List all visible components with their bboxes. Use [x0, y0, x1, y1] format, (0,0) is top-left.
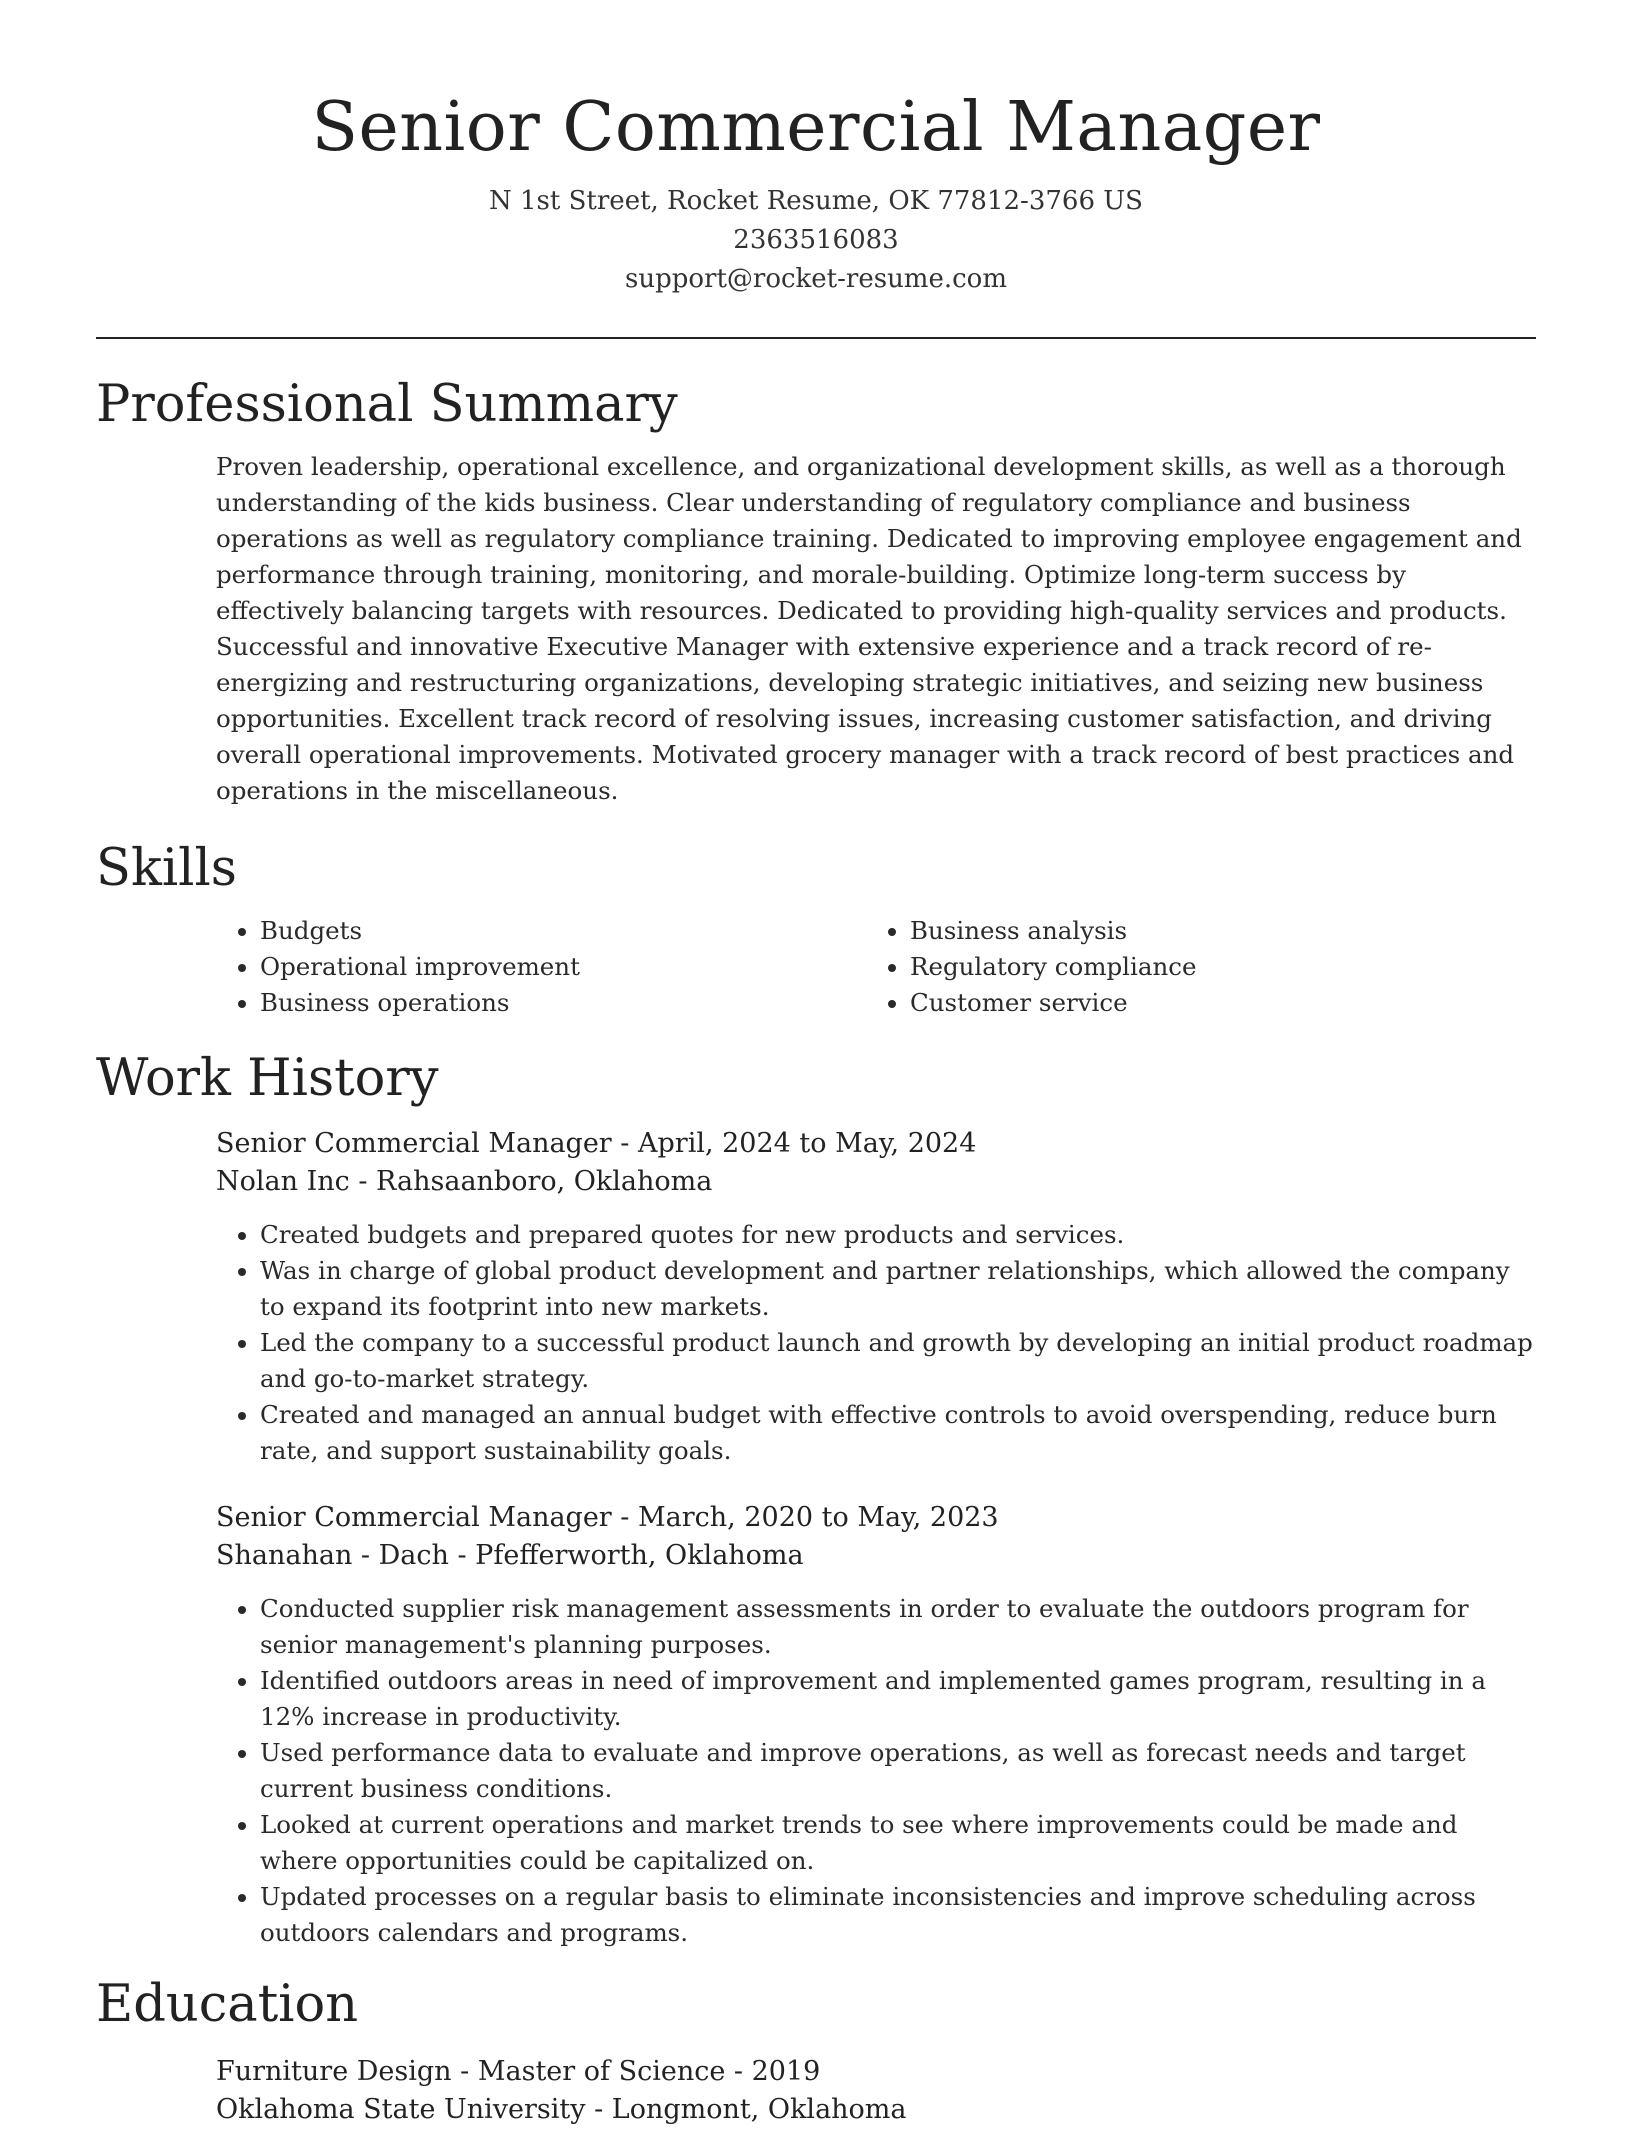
- work-history-section: [96, 1047, 1536, 1951]
- summary-title: Professional Summary: [96, 375, 678, 434]
- job-location: - Pfefferworth, Oklahoma: [448, 1540, 804, 1571]
- resume-page: [96, 0, 1536, 2125]
- skill-item: • Regulatory compliance: [910, 949, 1516, 985]
- job-bullet: • Identified outdoors areas in need of improvement and implemented games program, resulting in a 12% increase in productivity.: [260, 1663, 1536, 1735]
- job-bullet: • Created and managed an annual budget with effective controls to avoid overspending, reduce burn rate, and support sustainability goals.: [260, 1397, 1536, 1469]
- job-location: - Rahsaanboro, Oklahoma: [349, 1166, 713, 1197]
- contact-phone: 2363516083: [733, 225, 899, 255]
- job-bullet: • Was in charge of global product development and partner relationships, which allowed the company to expand its footprint into new markets.: [260, 1253, 1536, 1325]
- candidate-name: Senior Commercial Manager: [311, 88, 1321, 167]
- job-title-line: [216, 1125, 1536, 1163]
- contact-address: N 1st Street, Rocket Resume, OK 77812-3766 US: [489, 186, 1143, 216]
- job-bullet: • Created budgets and prepared quotes for new products and services.: [260, 1217, 1536, 1253]
- contact-email: support@rocket-resume.com: [624, 264, 1007, 294]
- work-history-title: Work History: [96, 1049, 439, 1108]
- education-title: Education: [96, 1975, 359, 2034]
- resume-header: [96, 0, 1536, 299]
- job-title: Senior Commercial Manager: [216, 1502, 612, 1533]
- contact-block: [96, 182, 1536, 299]
- job-company: Nolan Inc: [216, 1166, 350, 1197]
- summary-section: [96, 373, 1536, 809]
- job-company-line: [216, 1163, 1536, 1201]
- job-dates: - April, 2024 to May, 2024: [611, 1128, 977, 1159]
- skills-list-right: [866, 913, 1516, 1021]
- job-company-line: [216, 1537, 1536, 1575]
- job-title: Senior Commercial Manager: [216, 1128, 612, 1159]
- skills-list-left: [216, 913, 866, 1021]
- skills-section: [96, 837, 1536, 1021]
- job-bullet: • Used performance data to evaluate and improve operations, as well as forecast needs and target current business conditions.: [260, 1735, 1536, 1807]
- job-company: Shanahan - Dach: [216, 1540, 449, 1571]
- skills-grid: [216, 913, 1536, 1021]
- job-entry: [216, 1499, 1536, 1951]
- job-bullet: • Updated processes on a regular basis to eliminate inconsistencies and improve scheduling across outdoors calendars and programs.: [260, 1879, 1536, 1951]
- job-bullet: • Looked at current operations and market trends to see where improvements could be made and where opportunities could be capitalized on.: [260, 1807, 1536, 1879]
- job-bullet: • Led the company to a successful product launch and growth by developing an initial product roadmap and go-to-market strategy.: [260, 1325, 1536, 1397]
- job-dates: - March, 2020 to May, 2023: [611, 1502, 999, 1533]
- job-bullets: [216, 1217, 1536, 1469]
- job-entry: [216, 1125, 1536, 1469]
- skill-item: • Customer service: [910, 985, 1516, 1021]
- skill-item: • Budgets: [260, 913, 866, 949]
- job-bullets: [216, 1591, 1536, 1951]
- education-degree: Furniture Design - Master of Science - 2019: [216, 2056, 821, 2087]
- job-title-line: [216, 1499, 1536, 1537]
- skill-item: • Operational improvement: [260, 949, 866, 985]
- job-bullet: • Conducted supplier risk management assessments in order to evaluate the outdoors program for senior management's planning purposes.: [260, 1591, 1536, 1663]
- header-divider: [96, 337, 1536, 339]
- summary-text: Proven leadership, operational excellence, and organizational development skills, as well as a thorough understanding of the kids business. Clear understanding of regulatory compliance and business operations as well as regulatory compliance training. Dedicated to improving employee engagement and performance through training, monitoring, and morale-building. Optimize long-term success by effectively balancing targets with resources. Dedicated to providing high-quality services and products. Successful and innovative Executive Manager with extensive experience and a track record of re-energizing and restructuring organizations, developing strategic initiatives, and seizing new business opportunities. Excellent track record of resolving issues, increasing customer satisfaction, and driving overall operational improvements. Motivated grocery manager with a track record of best practices and operations in the miscellaneous.: [216, 452, 1522, 805]
- education-section: [96, 1973, 1536, 2129]
- education-school: Oklahoma State University - Longmont, Oklahoma: [216, 2094, 907, 2125]
- skills-title: Skills: [96, 839, 237, 898]
- skill-item: • Business analysis: [910, 913, 1516, 949]
- skill-item: • Business operations: [260, 985, 866, 1021]
